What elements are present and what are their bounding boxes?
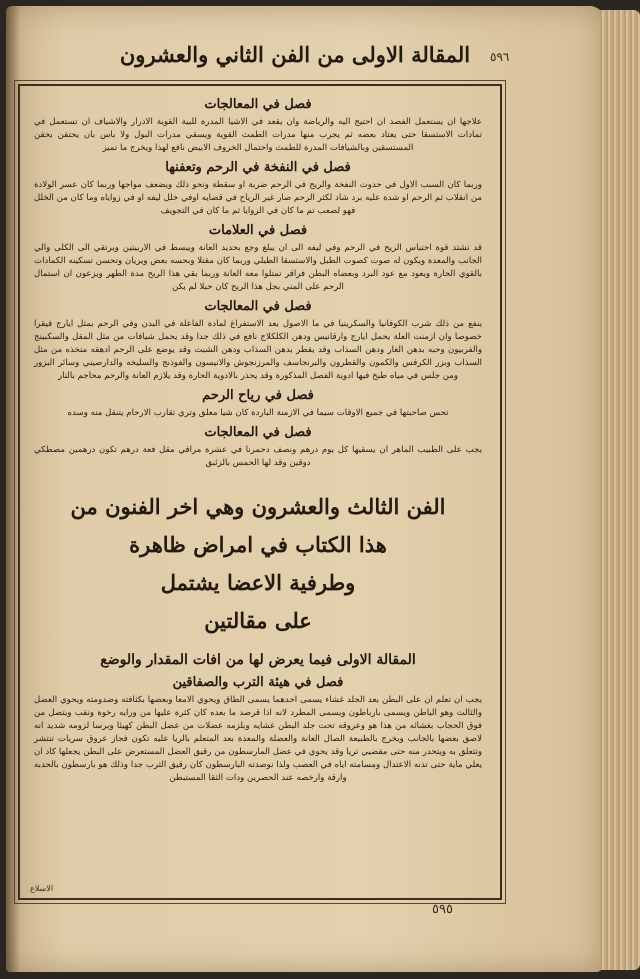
section-text: وربما كان السبب الاول في حدوث النفخة والريح في الرحم ضربة او سقطة ونحو ذلك ويضعف مواجها وربما كان عسر الولادة من انقلاب ثم الرحم او شدة عليه برد شاد لكثر الرحم صار غير الرياح في قضايه اوفي خلل ليفه او في زواياه وما كان من الخلل فهو لصعب تم ما كان في الزوايا ثم ما كان في التجويف [34,180,482,216]
section-text: يجب على الطبيب الماهر ان يسقيها كل يوم درهم ونصف دحمرنا في عشرة مراقي مقل فعة درهم تكون درهمين مصطكي دوقين وقد لها الحمس بالزئبق [34,445,482,468]
section-text: قد تشتد قوة احتباس الريح في الرحم وفي ليفه الى ان يبلغ وجع بحديد العانة ويبسط في الاربيتين ويرتقي الى الكلى والي الجانب والمعدة ويكون له صوت كصوت الطبل والاستسقا الطبلي وربما كان مقتلا وبحسه بعض ويريان وتحسن تسكينه الكمادات بالقوي الحارة ويعود مع عود البرد وبعضاه البطن فراقر تمتلوا معه العانة وربما بقي هذا الريح مدة الطهر ويزعون ان استمال الرحم على المني بجل هذا الريح كان حبلا لم يكن [34,243,482,292]
section-heading: فصل في هيئة الترب والصفاقين [172,675,344,690]
section-text: علاجها ان يستعمل الفصد ان احتيج اليه والرياضة وان يقعد في الاشيا المدرة للبية القوية الادرار والاشياف ان تستعمل في تمادات الاستسقا حتى يعتاد بعضه ثم يجرب منها مدرات الطمث القوية ويسقي مدرات البول ولا باس بان يحتقن بحقن المستسقين وبالشيافات المدرة للطمث واحتمال الخروف الابيض نافع لهذا ويخرج ما تميز [34,117,482,153]
section-2 [34,159,482,218]
major-title-line: على مقالتين [204,608,312,633]
section-1 [34,96,482,155]
section-heading: فصل في المعالجات [204,425,312,440]
section-heading: فصل في النفخة في الرحم وتعفنها [165,160,351,175]
section-heading: فصل في المعالجات [204,97,312,112]
catchword: الاسلاع [30,884,54,893]
major-title-line: هذا الكتاب في امراض ظاهرة [129,532,387,557]
section-text: ينفع من ذلك شرب الكوفانيا والسكرينيا في ما الاصول بعد الاستفراغ لمادة الفاعلة في البدن وفي الرحم بمثل ايارج فيقرا خصوصا وان ازمنت العلة يحمل ايارج وارقانيس ودهن الكلكلاج نافع في ذلك جدا وقد يحمل شيافات من مثل المقل والسكبينج والفربيون وحبه بدهن الغار ودهن السذاب وقد يقطر بدهن السذاب ودهن الشبث وقد يوضع على الرحم ادهقه متخذه من مثل السذاب وبزر الكرفس والكمون والقطرون والبرنجاسف والمرزنجوش والانيسون والفوذنج والسليخه والدارصيني وسائر البزور ومن جلس في مياه طبخ فيها ادوية الفصل المذكورة وقد يحذر بالادوية الحارة وقد يلازم العانة والرحم محاجم بالنار [34,319,482,381]
major-title-line: الفن الثالث والعشرون وهي اخر الفنون من [70,494,446,519]
running-head: المقالة الاولى من الفن الثاني والعشرون [119,42,471,67]
section-5 [34,387,482,420]
major-title-line: وطرفية الاعضا يشتمل [160,570,356,595]
page-number-bottom: ٥٩٥ [432,902,453,917]
section-heading: فصل في رياح الرحم [202,388,314,403]
section-text: يجب ان تعلم ان على البطن بعد الجلد غشاء يسمى احدهما يسمى الطاق ويحوي الامعا وبعضها بكثافته وضدومته ويحوي العضل والثالث وهو الباطن ويسمى بارباطون ويسمى المطرد لانه اذا قرصد ما بعده كان كثرة عليها من ورايه رخوة ونقب ويتصل من فوق الحجاب بغشائه من هذا هو وعروقه تحت جلد البطن غشايه وبلزمه عضلات من عضل البطن كهيئا وبرسا لزومه شديد انه لاصق بعضها بالجانب ويخرج بالطبيعة الصال العانة والعضلة والمعدة بعد المتعلم بالريا عليه تكون فجاز عروق سريات تنتشر وتتعلق به ويتحدر منه حتى مقضيي تريا وقد يحوي في عضل المارسطون من رقيق العضل المستعرض على البطن يجعلها كاد ان يعلي ماية حتى تذنه الاعتدال ومسامته اياه في العصب ولذا نوصدته البارسطون كان رقيق الثرب جدا وذلك هو بارسطون بالحدبه وارقة وارخصه عند الحصرين ودات الثقا المستبطن [34,695,482,783]
section-6 [34,424,482,470]
section-3 [34,222,482,294]
section-7 [34,674,482,785]
section-text: تحس صاحبتها في جميع الاوقات سيما في الازمنة الباردة كان شيا معلق وتري تقارب الارحام يتنقل منه وسده [67,408,449,418]
section-4 [34,298,482,383]
article-title: المقالة الاولى فيما يعرض لها من افات المقدار والوضع [100,652,416,668]
major-title [26,488,490,640]
section-heading: فصل في العلامات [208,223,308,238]
section-heading: فصل في المعالجات [204,299,312,314]
page-edges [600,10,640,970]
text-block [26,92,490,892]
page-number-top: ٥٩٦ [490,50,510,64]
